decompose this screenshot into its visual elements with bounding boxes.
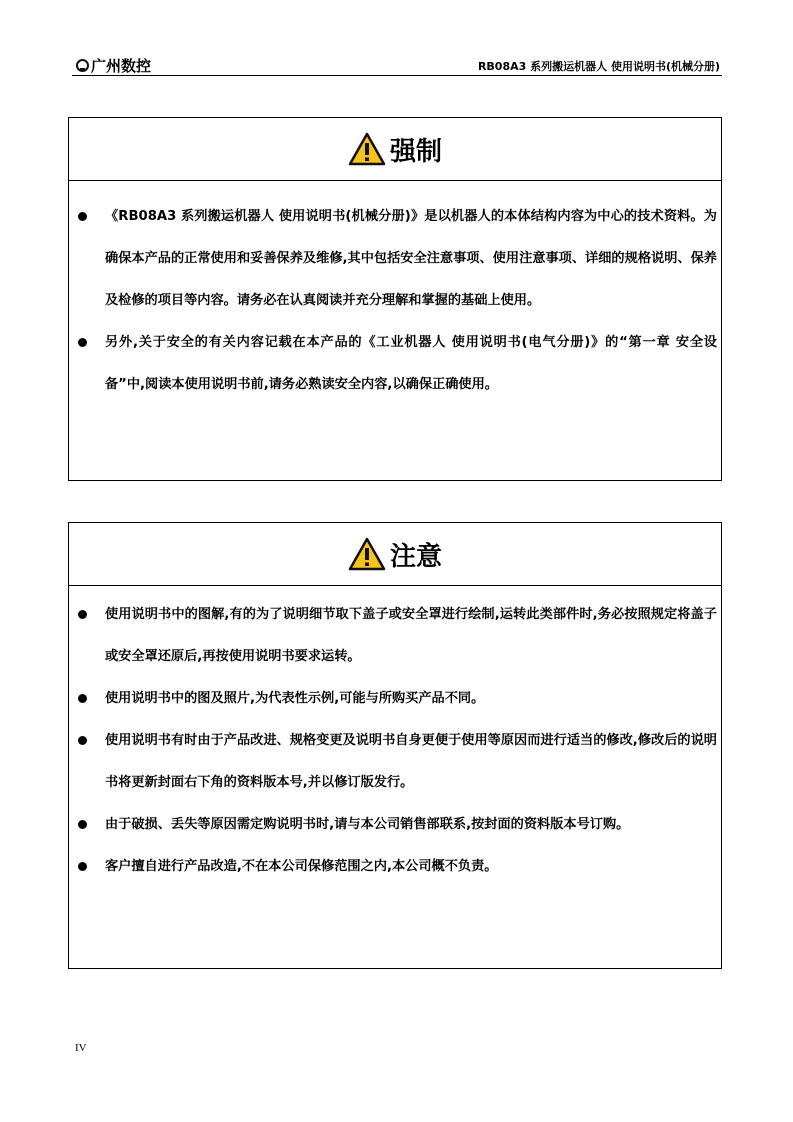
bullet-icon bbox=[78, 338, 87, 347]
caution-title: 注意 bbox=[389, 541, 442, 572]
document-title: RB08A3 系列搬运机器人 使用说明书(机械分册) bbox=[477, 60, 720, 73]
list-item bbox=[69, 720, 721, 804]
mandatory-list bbox=[69, 181, 721, 406]
caution-heading bbox=[69, 523, 721, 586]
page-header bbox=[72, 50, 722, 76]
list-item-text: 使用说明书有时由于产品改进、规格变更及说明书自身更便于使用等原因而进行适当的修改,修改后的说明书将更新封面右下角的资料版本号,并以修订版发行。 bbox=[105, 733, 717, 790]
logo-text: 广州数控 bbox=[91, 57, 152, 75]
company-logo bbox=[76, 55, 151, 76]
mandatory-box bbox=[68, 117, 722, 481]
list-item bbox=[69, 804, 721, 846]
caution-list bbox=[69, 586, 721, 888]
list-item-text: 另外,关于安全的有关内容记载在本产品的《工业机器人 使用说明书(电气分册)》的“第一章 安全设备”中,阅读本使用说明书前,请务必熟读安全内容,以确保正确使用。 bbox=[105, 335, 717, 392]
bullet-icon bbox=[78, 694, 87, 703]
list-item bbox=[69, 322, 721, 406]
list-item bbox=[69, 846, 721, 888]
list-item bbox=[69, 678, 721, 720]
bullet-icon bbox=[78, 212, 87, 221]
list-item bbox=[69, 196, 721, 322]
mandatory-heading bbox=[69, 118, 721, 181]
list-item-text: 客户擅自进行产品改造,不在本公司保修范围之内,本公司概不负责。 bbox=[105, 859, 498, 874]
mandatory-title: 强制 bbox=[389, 136, 442, 167]
bullet-icon bbox=[78, 862, 87, 871]
bullet-icon bbox=[78, 610, 87, 619]
list-item-text: 使用说明书中的图解,有的为了说明细节取下盖子或安全罩进行绘制,运转此类部件时,务必按照规定将盖子或安全罩还原后,再按使用说明书要求运转。 bbox=[105, 607, 717, 664]
list-item-text: 由于破损、丢失等原因需定购说明书时,请与本公司销售部联系,按封面的资料版本号订购。 bbox=[105, 817, 630, 832]
bullet-icon bbox=[78, 736, 87, 745]
list-item-text: 使用说明书中的图及照片,为代表性示例,可能与所购买产品不同。 bbox=[105, 691, 485, 706]
list-item bbox=[69, 594, 721, 678]
page-number: IV bbox=[75, 1042, 87, 1054]
header-divider bbox=[72, 75, 722, 76]
list-item-text: 《RB08A3 系列搬运机器人 使用说明书(机械分册)》是以机器人的本体结构内容为中心的技术资料。为确保本产品的正常使用和妥善保养及维修,其中包括安全注意事项、使用注意事项、详细的规格说明、保养及检修的项目等内容。请务必在认真阅读并充分理解和掌握的基础上使用。 bbox=[105, 209, 717, 308]
warning-triangle-icon bbox=[348, 537, 386, 571]
bullet-icon bbox=[78, 820, 87, 829]
caution-box bbox=[68, 522, 722, 969]
logo-icon bbox=[76, 59, 89, 72]
warning-triangle-icon bbox=[348, 132, 386, 166]
